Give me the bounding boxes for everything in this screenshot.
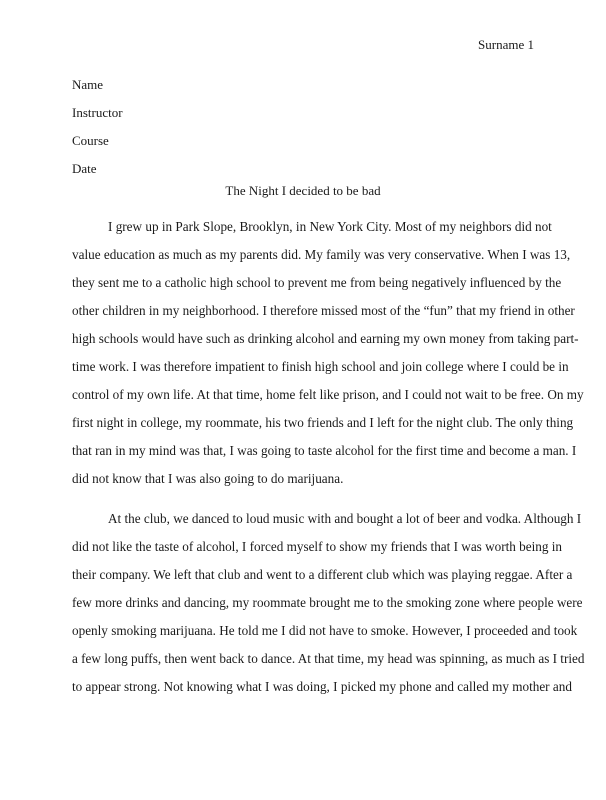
text-line: high schools would have such as drinking alcohol and earning my own money from taking part- <box>72 331 579 346</box>
text-line: they sent me to a catholic high school to prevent me from being negatively influenced by the <box>72 275 562 290</box>
text-line: other children in my neighborhood. I therefore missed most of the “fun” that my friend in other <box>72 303 575 318</box>
essay-title: The Night I decided to be bad <box>225 183 381 198</box>
text-line: a few long puffs, then went back to dance. At that time, my head was spinning, as much as I tried <box>72 651 585 666</box>
text-line: control of my own life. At that time, home felt like prison, and I could not wait to be free. On my <box>72 387 584 402</box>
text-line: I grew up in Park Slope, Brooklyn, in New York City. Most of my neighbors did not <box>108 219 552 234</box>
text-line: to appear strong. Not knowing what I was doing, I picked my phone and called my mother and <box>72 679 572 694</box>
instructor-name: Instructor <box>72 105 123 120</box>
text-line: openly smoking marijuana. He told me I did not have to smoke. However, I proceeded and took <box>72 623 578 638</box>
text-line: value education as much as my parents did. My family was very conservative. When I was 13, <box>72 247 571 262</box>
course-name: Course <box>72 133 109 148</box>
text-line: their company. We left that club and went to a different club which was playing reggae. After a <box>72 567 573 582</box>
date: Date <box>72 161 97 176</box>
paragraph-1 <box>72 213 584 493</box>
text-line: that ran in my mind was that, I was going to taste alcohol for the first time and become a man. I <box>72 443 577 458</box>
paragraph-spacing <box>72 493 534 505</box>
paragraph-2 <box>72 505 585 701</box>
essay-body <box>72 213 585 701</box>
text-line: time work. I was therefore impatient to finish high school and join college where I could be in <box>72 359 569 374</box>
running-head: Surname 1 <box>478 37 534 52</box>
heading-block <box>72 71 123 183</box>
student-name: Name <box>72 77 104 92</box>
text-line: did not know that I was also going to do marijuana. <box>72 471 344 486</box>
text-line: first night in college, my roommate, his two friends and I left for the night club. The only thing <box>72 415 574 430</box>
text-line: few more drinks and dancing, my roommate brought me to the smoking zone where people were <box>72 595 583 610</box>
text-line: At the club, we danced to loud music with and bought a lot of beer and vodka. Although I <box>108 511 582 526</box>
text-line: did not like the taste of alcohol, I forced myself to show my friends that I was worth being in <box>72 539 563 554</box>
